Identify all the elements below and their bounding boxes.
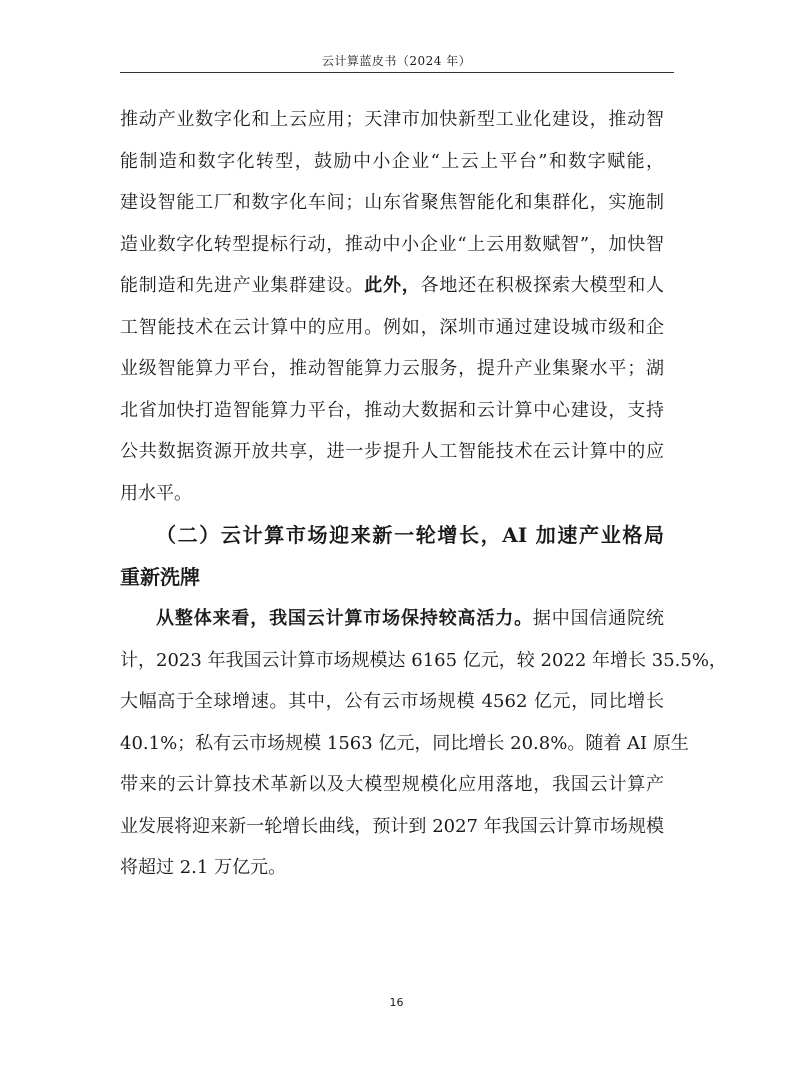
text-line: 能制造和数字化转型，鼓励中小企业“上云上平台”和数字赋能，: [120, 150, 664, 172]
section-heading: [120, 515, 664, 598]
text-line: 北省加快打造智能算力平台，推动大数据和云计算中心建设，支持: [120, 399, 664, 421]
paragraph-market-growth: [120, 598, 727, 889]
running-header: 云计算蓝皮书（2024 年）: [321, 54, 472, 68]
text-line: 推动产业数字化和上云应用；天津市加快新型工业化建设，推动智: [120, 109, 664, 130]
text-line: [120, 265, 664, 307]
text-line: 用水平。: [120, 482, 192, 504]
text-line: [120, 598, 664, 640]
section-heading-line: 重新洗牌: [120, 564, 200, 589]
text-line: 大幅高于全球增速。其中，公有云市场规模 4562 亿元，同比增长: [120, 691, 664, 712]
text-line: 40.1%；私有云市场规模 1563 亿元，同比增长 20.8%。随着 AI 原生: [120, 732, 689, 754]
paragraph-regional-cloud: [120, 99, 664, 514]
text-line: 业发展将迎来新一轮增长曲线，预计到 2027 年我国云计算市场规模: [120, 815, 664, 837]
text-line: 带来的云计算技术革新以及大模型规模化应用落地，我国云计算产: [120, 774, 664, 795]
text-line: 将超过 2.1 万亿元。: [120, 857, 287, 878]
text-segment: 各地还在积极探索大模型和人: [420, 275, 665, 296]
bold-lead-in: 此外，: [364, 275, 421, 296]
header-divider: [120, 72, 674, 73]
page-body: [120, 99, 727, 889]
text-line: 计，2023 年我国云计算市场规模达 6165 亿元，较 2022 年增长 35.5%，: [120, 649, 727, 671]
text-line: 工智能技术在云计算中的应用。例如，深圳市通过建设城市级和企: [120, 316, 664, 338]
page-number: 16: [389, 996, 404, 1009]
text-line: 业级智能算力平台，推动智能算力云服务，提升产业集聚水平；湖: [120, 358, 664, 379]
text-line: 公共数据资源开放共享，进一步提升人工智能技术在云计算中的应: [120, 441, 664, 462]
bold-lead-in: 从整体来看，我国云计算市场保持较高活力。: [156, 608, 533, 629]
text-line: 造业数字化转型提标行动，推动中小企业“上云用数赋智”，加快智: [120, 233, 664, 255]
section-heading-line: （二）云计算市场迎来新一轮增长，AI 加速产业格局: [156, 523, 664, 547]
text-line: 建设智能工厂和数字化车间；山东省聚焦智能化和集群化，实施制: [120, 192, 664, 213]
text-segment: 能制造和先进产业集群建设。: [120, 275, 365, 296]
text-segment: 据中国信通院统: [532, 608, 664, 629]
